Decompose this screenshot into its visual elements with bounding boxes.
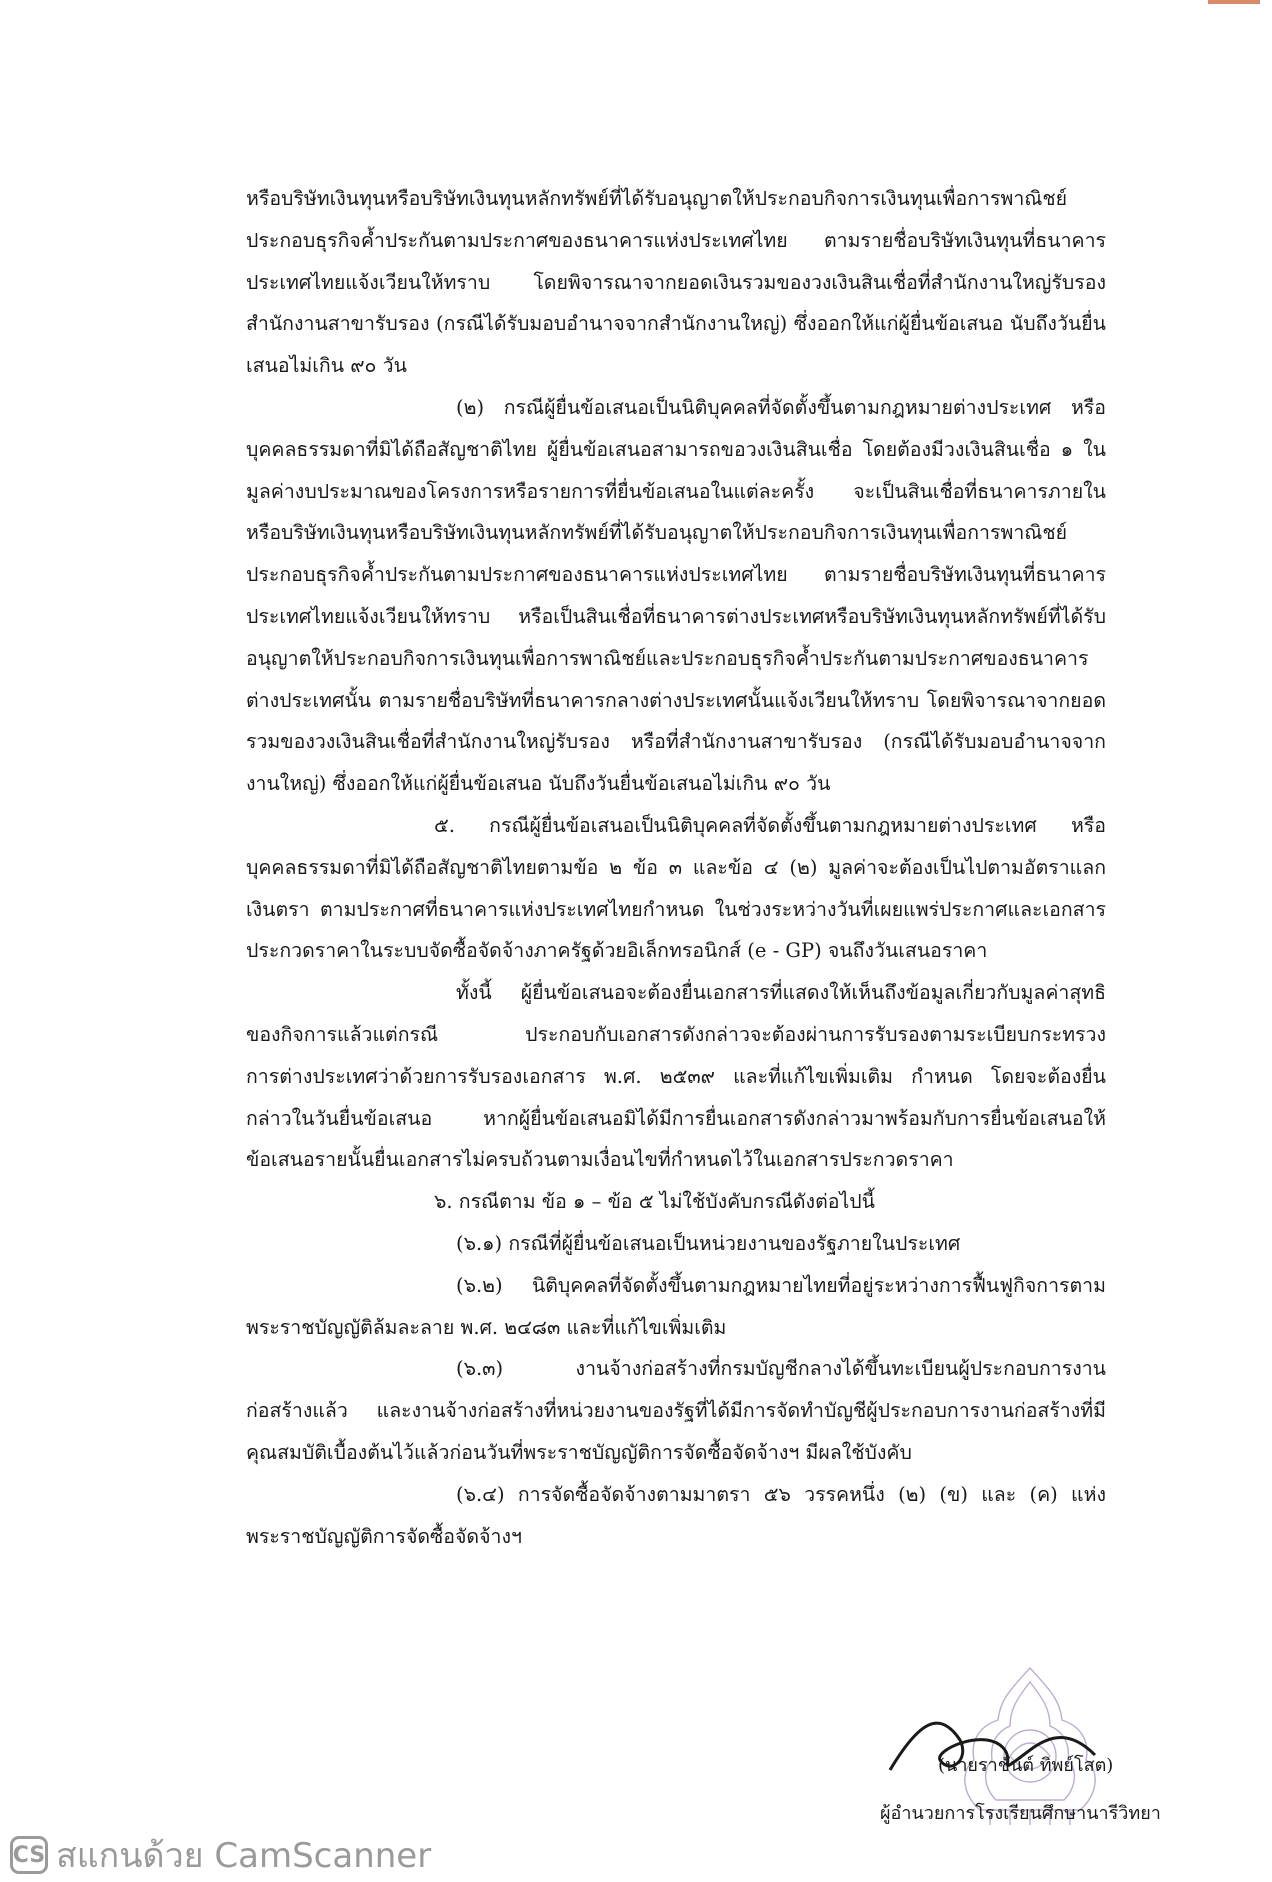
document-line: ประกวดราคาในระบบจัดซื้อจัดจ้างภาครัฐด้วยอิเล็กทรอนิกส์ (e - GP) จนถึงวันเสนอราคา — [246, 939, 988, 963]
document-line: คุณสมบัติเบื้องต้นไว้แล้วก่อนวันที่พระราชบัญญัติการจัดซื้อจัดจ้างฯ มีผลใช้บังคับ — [246, 1440, 912, 1464]
signer-title: ผู้อำนวยการโรงเรียนศึกษานารีวิทยา — [880, 1803, 1161, 1824]
document-line: เสนอไม่เกิน ๙๐ วัน — [246, 354, 407, 378]
document-line: งานใหญ่) ซึ่งออกให้แก่ผู้ยื่นข้อเสนอ นับถึงวันยื่นข้อเสนอไม่เกิน ๙๐ วัน — [246, 772, 831, 796]
document-line: สำนักงานสาขารับรอง (กรณีได้รับมอบอำนาจจากสำนักงานใหญ่) ซึ่งออกให้แก่ผู้ยื่นข้อเสนอ นับถึงวันยื่น — [246, 312, 1106, 336]
document-line: ประเทศไทยแจ้งเวียนให้ทราบ หรือเป็นสินเชื่อที่ธนาคารต่างประเทศหรือบริษัทเงินทุนหลักทรัพย์ที่ได้รับ — [246, 604, 1106, 628]
corner-mark — [1208, 0, 1260, 4]
document-line: บุคคลธรรมดาที่มิได้ถือสัญชาติไทยตามข้อ ๒ ข้อ ๓ และข้อ ๔ (๒) มูลค่าจะต้องเป็นไปตามอัตราแลก — [246, 855, 1106, 879]
document-line: เงินตรา ตามประกาศที่ธนาคารแห่งประเทศไทยกำหนด ในช่วงระหว่างวันที่เผยแพร่ประกาศและเอกสาร — [246, 897, 1106, 921]
document-line: ของกิจการแล้วแต่กรณี ประกอบกับเอกสารดังกล่าวจะต้องผ่านการรับรองตามระเบียบกระทรวง — [246, 1022, 1106, 1046]
document-line: บุคคลธรรมดาที่มิได้ถือสัญชาติไทย ผู้ยื่นข้อเสนอสามารถขอวงเงินสินเชื่อ โดยต้องมีวงเงินสินเชื่อ ๑ ใน — [246, 437, 1106, 461]
document-line: พระราชบัญญัติการจัดซื้อจัดจ้างฯ — [246, 1524, 522, 1548]
document-line: (๖.๓) งานจ้างก่อสร้างที่กรมบัญชีกลางได้ขึ้นทะเบียนผู้ประกอบการงาน — [456, 1357, 1106, 1381]
document-line: ประกอบธุรกิจค้ำประกันตามประกาศของธนาคารแห่งประเทศไทย ตามรายชื่อบริษัทเงินทุนที่ธนาคาร — [246, 228, 1106, 252]
signer-name: (นายราชันต์ ทิพย์โสต) — [938, 1755, 1114, 1776]
document-line: หรือบริษัทเงินทุนหรือบริษัทเงินทุนหลักทรัพย์ที่ได้รับอนุญาตให้ประกอบกิจการเงินทุนเพื่อการพาณิชย์ — [246, 521, 1068, 545]
document-line: ๖. กรณีตาม ข้อ ๑ – ข้อ ๕ ไม่ใช้บังคับกรณีดังต่อไปนี้ — [434, 1190, 875, 1214]
document-line: (๖.๒) นิติบุคคลที่จัดตั้งขึ้นตามกฎหมายไทยที่อยู่ระหว่างการฟื้นฟูกิจการตาม — [456, 1273, 1106, 1297]
document-line: ประเทศไทยแจ้งเวียนให้ทราบ โดยพิจารณาจากยอดเงินรวมของวงเงินสินเชื่อที่สำนักงานใหญ่รับรอง — [246, 270, 1106, 294]
document-line: ประกอบธุรกิจค้ำประกันตามประกาศของธนาคารแห่งประเทศไทย ตามรายชื่อบริษัทเงินทุนที่ธนาคาร — [246, 563, 1106, 587]
document-line: (๖.๑) กรณีที่ผู้ยื่นข้อเสนอเป็นหน่วยงานของรัฐภายในประเทศ — [456, 1231, 961, 1255]
document-line: รวมของวงเงินสินเชื่อที่สำนักงานใหญ่รับรอง หรือที่สำนักงานสาขารับรอง (กรณีได้รับมอบอำนาจจาก — [246, 730, 1106, 754]
document-line: (๖.๔) การจัดซื้อจัดจ้างตามมาตรา ๕๖ วรรคหนึ่ง (๒) (ข) และ (ค) แห่ง — [456, 1482, 1106, 1506]
camscanner-watermark — [10, 1835, 431, 1875]
document-line: พระราชบัญญัติล้มละลาย พ.ศ. ๒๔๘๓ และที่แก้ไขเพิ่มเติม — [246, 1315, 727, 1339]
document-line: ข้อเสนอรายนั้นยื่นเอกสารไม่ครบถ้วนตามเงื่อนไขที่กำหนดไว้ในเอกสารประกวดราคา — [246, 1148, 954, 1172]
document-line: การต่างประเทศว่าด้วยการรับรองเอกสาร พ.ศ. ๒๕๓๙ และที่แก้ไขเพิ่มเติม กำหนด โดยจะต้องยื่น — [246, 1064, 1106, 1088]
document-line: หรือบริษัทเงินทุนหรือบริษัทเงินทุนหลักทรัพย์ที่ได้รับอนุญาตให้ประกอบกิจการเงินทุนเพื่อการพาณิชย์ — [246, 187, 1068, 210]
camscanner-logo-icon: CS — [10, 1836, 48, 1874]
watermark-text: สแกนด้วย CamScanner — [56, 1836, 432, 1876]
document-line: (๒) กรณีผู้ยื่นข้อเสนอเป็นนิติบุคคลที่จัดตั้งขึ้นตามกฎหมายต่างประเทศ หรือ — [456, 395, 1106, 419]
document-line: มูลค่างบประมาณของโครงการหรือรายการที่ยื่นข้อเสนอในแต่ละครั้ง จะเป็นสินเชื่อที่ธนาคารภายใน — [246, 479, 1106, 503]
document-line: อนุญาตให้ประกอบกิจการเงินทุนเพื่อการพาณิชย์และประกอบธุรกิจค้ำประกันตามประกาศของธนาคาร — [246, 646, 1089, 670]
document-line: ก่อสร้างแล้ว และงานจ้างก่อสร้างที่หน่วยงานของรัฐที่ได้มีการจัดทำบัญชีผู้ประกอบการงานก่อสร้างที่มี — [246, 1399, 1106, 1423]
document-line: ทั้งนี้ ผู้ยื่นข้อเสนอจะต้องยื่นเอกสารที่แสดงให้เห็นถึงข้อมูลเกี่ยวกับมูลค่าสุทธิ — [456, 981, 1106, 1005]
document-body — [246, 178, 1106, 1557]
document-line: กล่าวในวันยื่นข้อเสนอ หากผู้ยื่นข้อเสนอมิได้มีการยื่นเอกสารดังกล่าวมาพร้อมกับการยื่นข้อเสนอให้ — [246, 1106, 1106, 1130]
document-line: ๕. กรณีผู้ยื่นข้อเสนอเป็นนิติบุคคลที่จัดตั้งขึ้นตามกฎหมายต่างประเทศ หรือ — [434, 813, 1106, 837]
document-line: ต่างประเทศนั้น ตามรายชื่อบริษัทที่ธนาคารกลางต่างประเทศนั้นแจ้งเวียนให้ทราบ โดยพิจารณาจากยอด — [246, 688, 1106, 712]
signature-block — [880, 1660, 1160, 1830]
